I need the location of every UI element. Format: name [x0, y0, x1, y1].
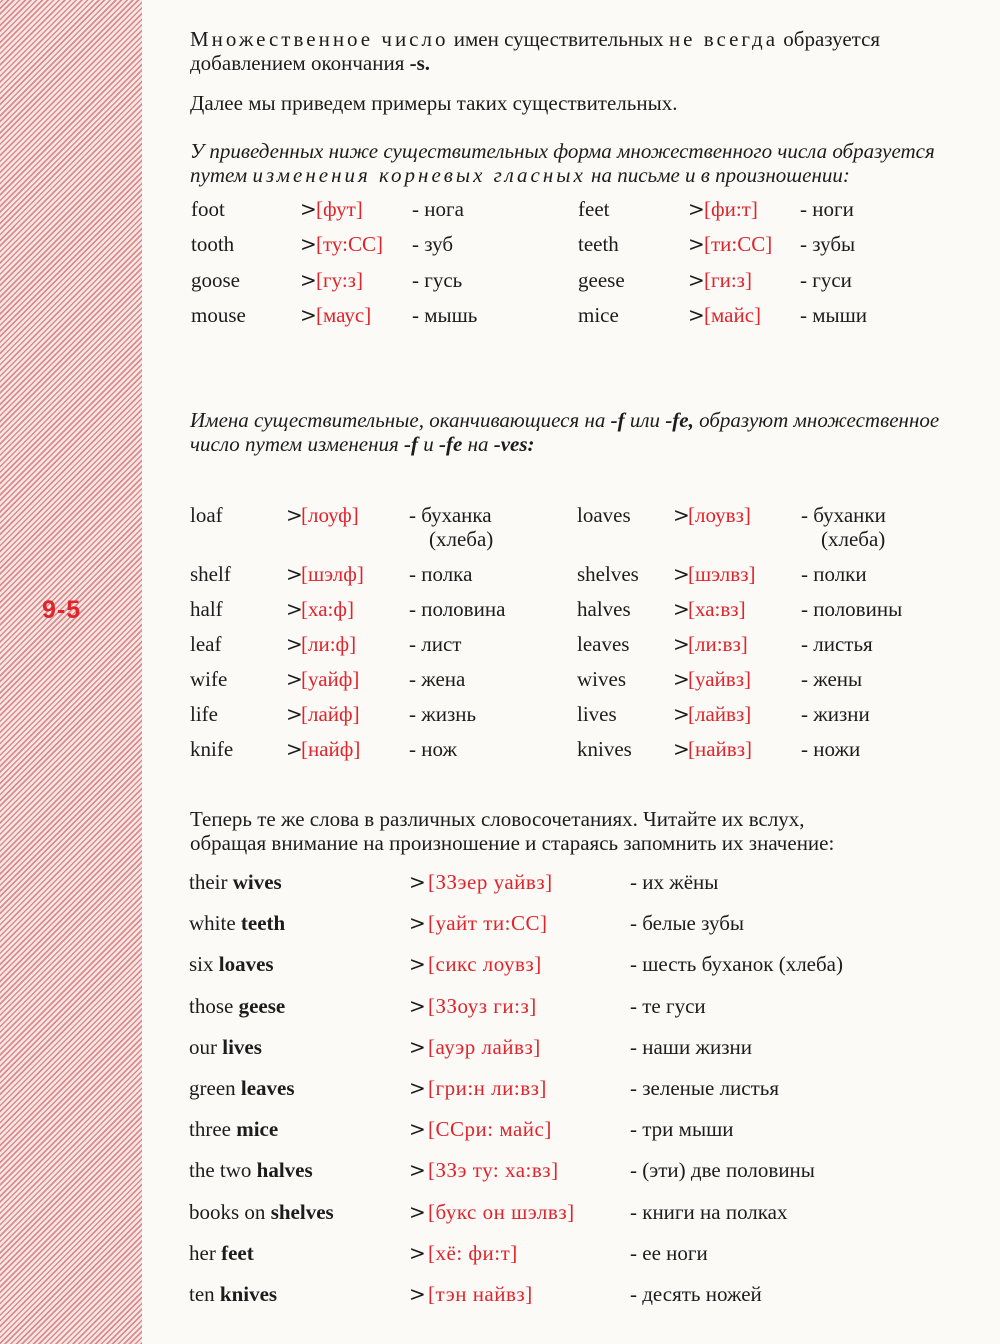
- transcription: [букс он шэлвз]: [428, 1200, 575, 1224]
- translation: - лист: [409, 632, 462, 656]
- table-row: [190, 232, 970, 258]
- table-row: [190, 632, 970, 658]
- phrase-row: [190, 952, 970, 978]
- intro-line-3: Далее мы приведем примеры таких существительных.: [190, 91, 678, 115]
- transcription: [шэлвз]: [688, 562, 756, 586]
- arrow-icon: >: [673, 503, 690, 527]
- arrow-icon: >: [300, 197, 317, 221]
- transcription: [ли:вз]: [688, 632, 748, 656]
- translation: - шесть буханок (хлеба): [630, 952, 843, 976]
- transcription: [лоуф]: [301, 503, 359, 527]
- translation-continued: (хлеба): [429, 527, 494, 551]
- phrase: [189, 1158, 313, 1183]
- phrase-noun: halves: [256, 1158, 313, 1182]
- plural-word: knives: [577, 737, 632, 761]
- translation: - листья: [801, 632, 873, 656]
- table-row: [190, 737, 970, 763]
- transcription: [лоувз]: [688, 503, 751, 527]
- phrase-noun: shelves: [270, 1200, 334, 1224]
- arrow-icon: >: [409, 1076, 426, 1100]
- arrow-icon: >: [673, 667, 690, 691]
- singular-word: tooth: [191, 232, 235, 256]
- transcription: [шэлф]: [301, 562, 364, 586]
- translation: - книги на полках: [630, 1200, 788, 1224]
- table-row: [190, 667, 970, 693]
- transcription: [ЗЗэер уайвз]: [428, 870, 553, 894]
- phrase-modifier: books on: [189, 1200, 266, 1224]
- transcription: [уайвз]: [688, 667, 751, 691]
- plural-word: loaves: [577, 503, 631, 527]
- intro-line-1: Множественное число имен существительных не всегда образуется: [190, 27, 881, 51]
- translation: - буханка: [409, 503, 492, 527]
- arrow-icon: >: [409, 994, 426, 1018]
- transcription: [гу:з]: [316, 268, 363, 292]
- transcription: [фут]: [316, 197, 363, 221]
- phrase-noun: knives: [219, 1282, 278, 1306]
- phrase-modifier: their: [189, 870, 228, 894]
- phrase-row: [190, 1035, 970, 1061]
- translation: - половина: [409, 597, 506, 621]
- translation: - нога: [412, 197, 464, 221]
- phrase-row: [190, 1117, 970, 1143]
- phrase-row: [190, 1282, 970, 1308]
- phrase-row: [190, 870, 970, 896]
- singular-word: wife: [190, 667, 228, 691]
- phrase-row: [190, 1241, 970, 1267]
- phrase: [189, 1200, 334, 1225]
- transcription: [ли:ф]: [301, 632, 357, 656]
- phrase-modifier: the two: [189, 1158, 252, 1182]
- transcription: [ти:СС]: [704, 232, 773, 256]
- arrow-icon: >: [688, 268, 705, 292]
- table-row: [190, 197, 970, 223]
- phrase-noun: teeth: [240, 911, 286, 935]
- arrow-icon: >: [673, 702, 690, 726]
- arrow-icon: >: [409, 1035, 426, 1059]
- phrase-noun: lives: [222, 1035, 262, 1059]
- phrase: [189, 1282, 277, 1307]
- arrow-icon: >: [286, 632, 303, 656]
- plural-word: halves: [577, 597, 631, 621]
- translation: - буханки: [801, 503, 886, 527]
- phrase: [189, 952, 274, 977]
- arrow-icon: >: [688, 303, 705, 327]
- transcription: [майс]: [704, 303, 762, 327]
- section1-heading-line-2: путем изменения корневых гласных на письме и в произношении:: [190, 163, 850, 187]
- phrase-noun: leaves: [240, 1076, 295, 1100]
- arrow-icon: >: [300, 268, 317, 292]
- phrase: [189, 870, 282, 895]
- translation: - полка: [409, 562, 473, 586]
- phrase-noun: wives: [232, 870, 282, 894]
- arrow-icon: >: [409, 911, 426, 935]
- page-section-badge: 9-5: [42, 596, 82, 624]
- transcription: [тэн найвз]: [428, 1282, 533, 1306]
- translation: - гуси: [800, 268, 852, 292]
- arrow-icon: >: [286, 503, 303, 527]
- phrase-noun: loaves: [218, 952, 274, 976]
- arrow-icon: >: [286, 562, 303, 586]
- plural-word: wives: [577, 667, 626, 691]
- transcription: [хё: фи:т]: [428, 1241, 518, 1265]
- singular-word: leaf: [190, 632, 222, 656]
- transcription: [ха:вз]: [688, 597, 746, 621]
- translation: - зеленые листья: [630, 1076, 780, 1100]
- phrase-noun: mice: [236, 1117, 279, 1141]
- section1-heading-line-1: У приведенных ниже существительных форма множественного числа образуется: [190, 139, 935, 163]
- arrow-icon: >: [409, 1117, 426, 1141]
- translation: - жены: [801, 667, 863, 691]
- phrase-modifier: ten: [189, 1282, 215, 1306]
- singular-word: mouse: [191, 303, 246, 327]
- plural-word: mice: [578, 303, 619, 327]
- arrow-icon: >: [300, 232, 317, 256]
- phrase: [189, 911, 285, 936]
- phrase-modifier: six: [189, 952, 214, 976]
- plural-word: shelves: [577, 562, 639, 586]
- singular-word: knife: [190, 737, 234, 761]
- phrase-modifier: three: [189, 1117, 231, 1141]
- arrow-icon: >: [286, 737, 303, 761]
- phrase-row: [190, 911, 970, 937]
- phrase-modifier: white: [189, 911, 236, 935]
- arrow-icon: >: [409, 1158, 426, 1182]
- translation: - мышь: [412, 303, 478, 327]
- transcription: [ССри: майс]: [428, 1117, 552, 1141]
- transcription: [ха:ф]: [301, 597, 354, 621]
- translation: - ее ноги: [630, 1241, 708, 1265]
- translation: - зуб: [412, 232, 454, 256]
- transcription: [сикс лоувз]: [428, 952, 542, 976]
- transcription: [ауэр лайвз]: [428, 1035, 541, 1059]
- phrase-row: [190, 1200, 970, 1226]
- phrase-noun: geese: [238, 994, 286, 1018]
- arrow-icon: >: [688, 232, 705, 256]
- translation: - полки: [801, 562, 867, 586]
- arrow-icon: >: [688, 197, 705, 221]
- translation: - жизни: [801, 702, 870, 726]
- transcription: [фи:т]: [704, 197, 758, 221]
- transcription: [лайвз]: [688, 702, 752, 726]
- transcription: [гри:н ли:вз]: [428, 1076, 547, 1100]
- translation: - жена: [409, 667, 466, 691]
- table-row: [190, 562, 970, 588]
- phrase: [189, 1035, 262, 1060]
- arrow-icon: >: [286, 597, 303, 621]
- table-row-loaf: [190, 503, 970, 553]
- decorative-striped-margin: [0, 0, 142, 1344]
- arrow-icon: >: [673, 562, 690, 586]
- singular-word: foot: [191, 197, 225, 221]
- translation: - мыши: [800, 303, 868, 327]
- plural-word: feet: [578, 197, 610, 221]
- section2-heading-line-1: Имена существительные, оканчивающиеся на -f или -fe, образуют множественное: [190, 408, 940, 432]
- table-row: [190, 702, 970, 728]
- singular-word: loaf: [190, 503, 223, 527]
- transcription: [уайт ти:СС]: [428, 911, 548, 935]
- translation: - (эти) две половины: [630, 1158, 815, 1182]
- section2-heading-line-2: число путем изменения -f и -fe на -ves:: [190, 432, 535, 456]
- section3-intro-line-2: обращая внимание на произношение и стараясь запомнить их значение:: [190, 831, 835, 855]
- table-row: [190, 268, 970, 294]
- arrow-icon: >: [409, 870, 426, 894]
- transcription: [лайф]: [301, 702, 360, 726]
- arrow-icon: >: [673, 597, 690, 621]
- arrow-icon: >: [409, 1241, 426, 1265]
- transcription: [ги:з]: [704, 268, 752, 292]
- translation: - десять ножей: [630, 1282, 762, 1306]
- phrase-modifier: our: [189, 1035, 217, 1059]
- translation: - те гуси: [630, 994, 706, 1018]
- translation: - нож: [409, 737, 457, 761]
- phrase: [189, 1241, 254, 1266]
- transcription: [маус]: [316, 303, 372, 327]
- arrow-icon: >: [673, 632, 690, 656]
- transcription: [найвз]: [688, 737, 752, 761]
- phrase: [189, 994, 285, 1019]
- arrow-icon: >: [673, 737, 690, 761]
- translation: - белые зубы: [630, 911, 745, 935]
- arrow-icon: >: [286, 667, 303, 691]
- phrase-row: [190, 1158, 970, 1184]
- translation: - гусь: [412, 268, 463, 292]
- transcription: [найф]: [301, 737, 361, 761]
- translation: - наши жизни: [630, 1035, 752, 1059]
- phrase: [189, 1076, 295, 1101]
- phrase: [189, 1117, 278, 1142]
- arrow-icon: >: [286, 702, 303, 726]
- transcription: [ЗЗэ ту: ха:вз]: [428, 1158, 559, 1182]
- phrase-row: [190, 994, 970, 1020]
- translation: - зубы: [800, 232, 856, 256]
- plural-word: teeth: [578, 232, 619, 256]
- singular-word: shelf: [190, 562, 231, 586]
- arrow-icon: >: [409, 952, 426, 976]
- table-row: [190, 303, 970, 329]
- transcription: [уайф]: [301, 667, 360, 691]
- phrase-modifier: green: [189, 1076, 236, 1100]
- transcription: [ЗЗоуз ги:з]: [428, 994, 537, 1018]
- intro-line-2: добавлением окончания -s.: [190, 51, 431, 75]
- translation: - ножи: [801, 737, 861, 761]
- section3-intro-line-1: Теперь те же слова в различных словосочетаниях. Читайте их вслух,: [190, 807, 805, 831]
- plural-word: geese: [578, 268, 625, 292]
- singular-word: half: [190, 597, 223, 621]
- singular-word: life: [190, 702, 218, 726]
- table-row: [190, 597, 970, 623]
- translation: - жизнь: [409, 702, 477, 726]
- translation: - три мыши: [630, 1117, 734, 1141]
- phrase-modifier: her: [189, 1241, 216, 1265]
- translation: - их жёны: [630, 870, 719, 894]
- phrase-noun: feet: [221, 1241, 254, 1265]
- arrow-icon: >: [409, 1282, 426, 1306]
- plural-word: leaves: [577, 632, 630, 656]
- arrow-icon: >: [409, 1200, 426, 1224]
- singular-word: goose: [191, 268, 240, 292]
- translation-continued: (хлеба): [821, 527, 886, 551]
- transcription: [ту:СС]: [316, 232, 383, 256]
- phrase-row: [190, 1076, 970, 1102]
- phrase-modifier: those: [189, 994, 234, 1018]
- arrow-icon: >: [300, 303, 317, 327]
- translation: - половины: [801, 597, 903, 621]
- plural-word: lives: [577, 702, 617, 726]
- translation: - ноги: [800, 197, 854, 221]
